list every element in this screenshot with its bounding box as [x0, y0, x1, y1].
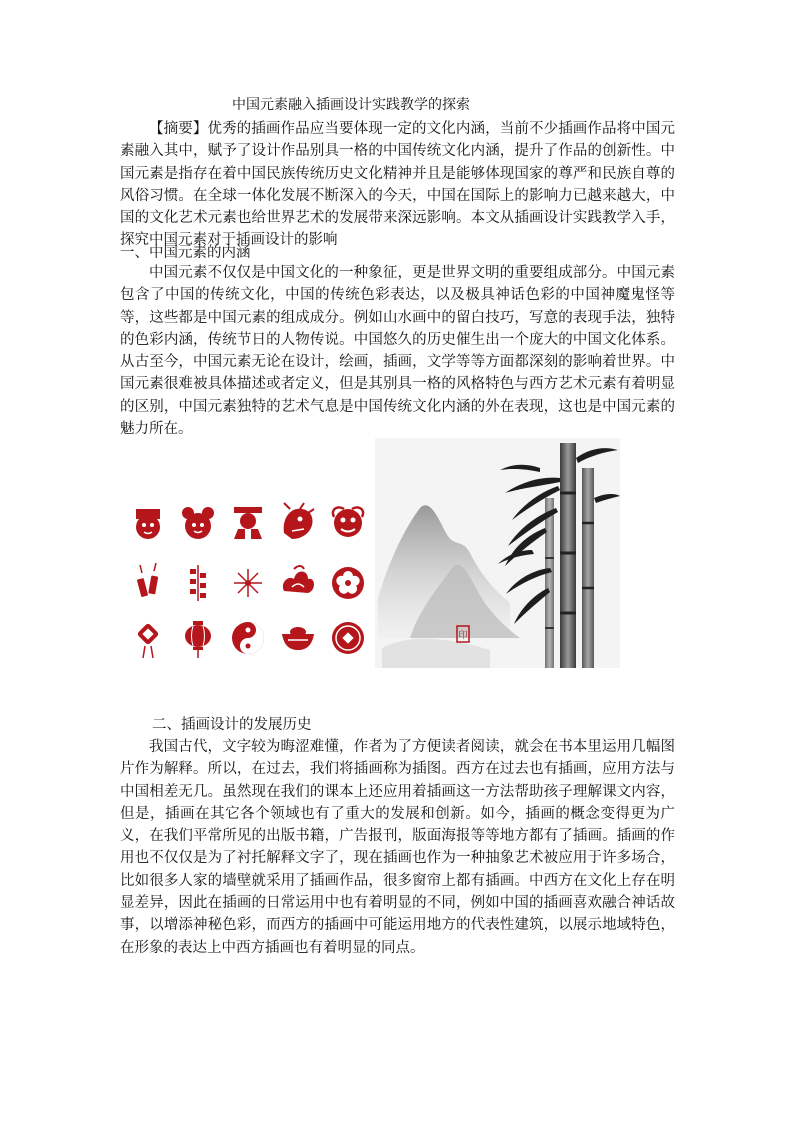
yin-yang-icon [232, 622, 264, 654]
lion-dance-icon [333, 507, 363, 537]
chinese-knot-icon [137, 623, 160, 658]
section-2-heading: 二、插画设计的发展历史 [152, 717, 312, 733]
dragon-head-icon [284, 503, 314, 539]
abstract-paragraph: 【摘要】优秀的插画作品应当要体现一定的文化内涵，当前不少插画作品将中国元素融入其中，赋予了设计作品别具一格的中国传统文化内涵，提升了作品的创新性。中国元素是指存在着中国民族传统历史文化精神并且是能够体现国家的尊严和民族自尊的风俗习惯。在全球一体化发展不断深入的今天，中国在国际上的影响力已越来越大，中国的文化艺术元素也给世界艺术的发展带来深远影响。本文从插画设计实践教学入手，探究中国元素对于插画设计的影响 [120, 121, 675, 249]
firecrackers-icon [137, 563, 158, 597]
child-face-icon [182, 507, 214, 539]
section-1-paragraph: 中国元素不仅仅是中国文化的一种象征，更是世界文明的重要组成部分。中国元素包含了中国的传统文化，中国的传统色彩表达，以及极具神话色彩的中国神魔鬼怪等等，这些都是中国元素的组成成分。例如山水画中的留白技巧，写意的表现手法，独特的色彩内涵，传统节日的人物传说。中国悠久的历史催生出一个庞大的中国文化体系。从古至今，中国元素无论在设计，绘画，插画，文学等等方面都深刻的影响着世界。中国元素很难被具体描述或者定义，但是其别具一格的风格特色与西方艺术元素有着明显的区别，中国元素独特的艺术气息是中国传统文化内涵的外在表现，这也是中国元素的魅力所在。 [120, 265, 675, 438]
gold-ingot-icon [282, 627, 314, 650]
section-1-heading: 一、中国元素的内涵 [120, 245, 251, 261]
firework-burst-icon [234, 569, 262, 597]
firecracker-string-icon [190, 565, 206, 601]
chinese-elements-illustration [120, 438, 620, 668]
plum-blossom-icon [332, 567, 364, 599]
section-2-paragraph: 我国古代，文字较为晦涩难懂，作者为了方便读者阅读，就会在书本里运用几幅图片作为解释。所以，在过去，我们将插画称为插图。西方在过去也有插画，应用方法与中国相差无几。虽然现在我们的课本上还应用着插画这一方法帮助孩子理解课文内容，但是，插画在其它各个领域也有了重大的发展和创新。如今，插画的概念变得更为广义，在我们平常所见的出版书籍，广告报刊，版面海报等等地方都有了插画。插画的作用也不仅仅是为了衬托解释文字了，现在插画也作为一种抽象艺术被应用于许多场合，比如很多人家的墙壁就采用了插画作品，很多窗帘上都有插画。中西方在文化上存在明显差异，因此在插画的日常运用中也有着明显的不同，例如中国的插画喜欢融合神话故事，以增添神秘色彩，而西方的插画中可能运用地方的代表性建筑，以展示地域特色，在形象的表达上中西方插画也有着明显的同点。 [120, 739, 675, 956]
god-of-wealth-icon [136, 509, 160, 539]
auspicious-cloud-icon [283, 566, 314, 593]
chinese-icon-grid [136, 503, 364, 658]
official-figure-icon [234, 507, 262, 539]
red-lantern-icon [185, 621, 211, 658]
illustration-svg [120, 438, 620, 668]
document-title: 中国元素融入插画设计实践教学的探索 [232, 97, 470, 113]
seal-text: 印 [458, 631, 468, 641]
ancient-coin-icon [332, 622, 364, 654]
